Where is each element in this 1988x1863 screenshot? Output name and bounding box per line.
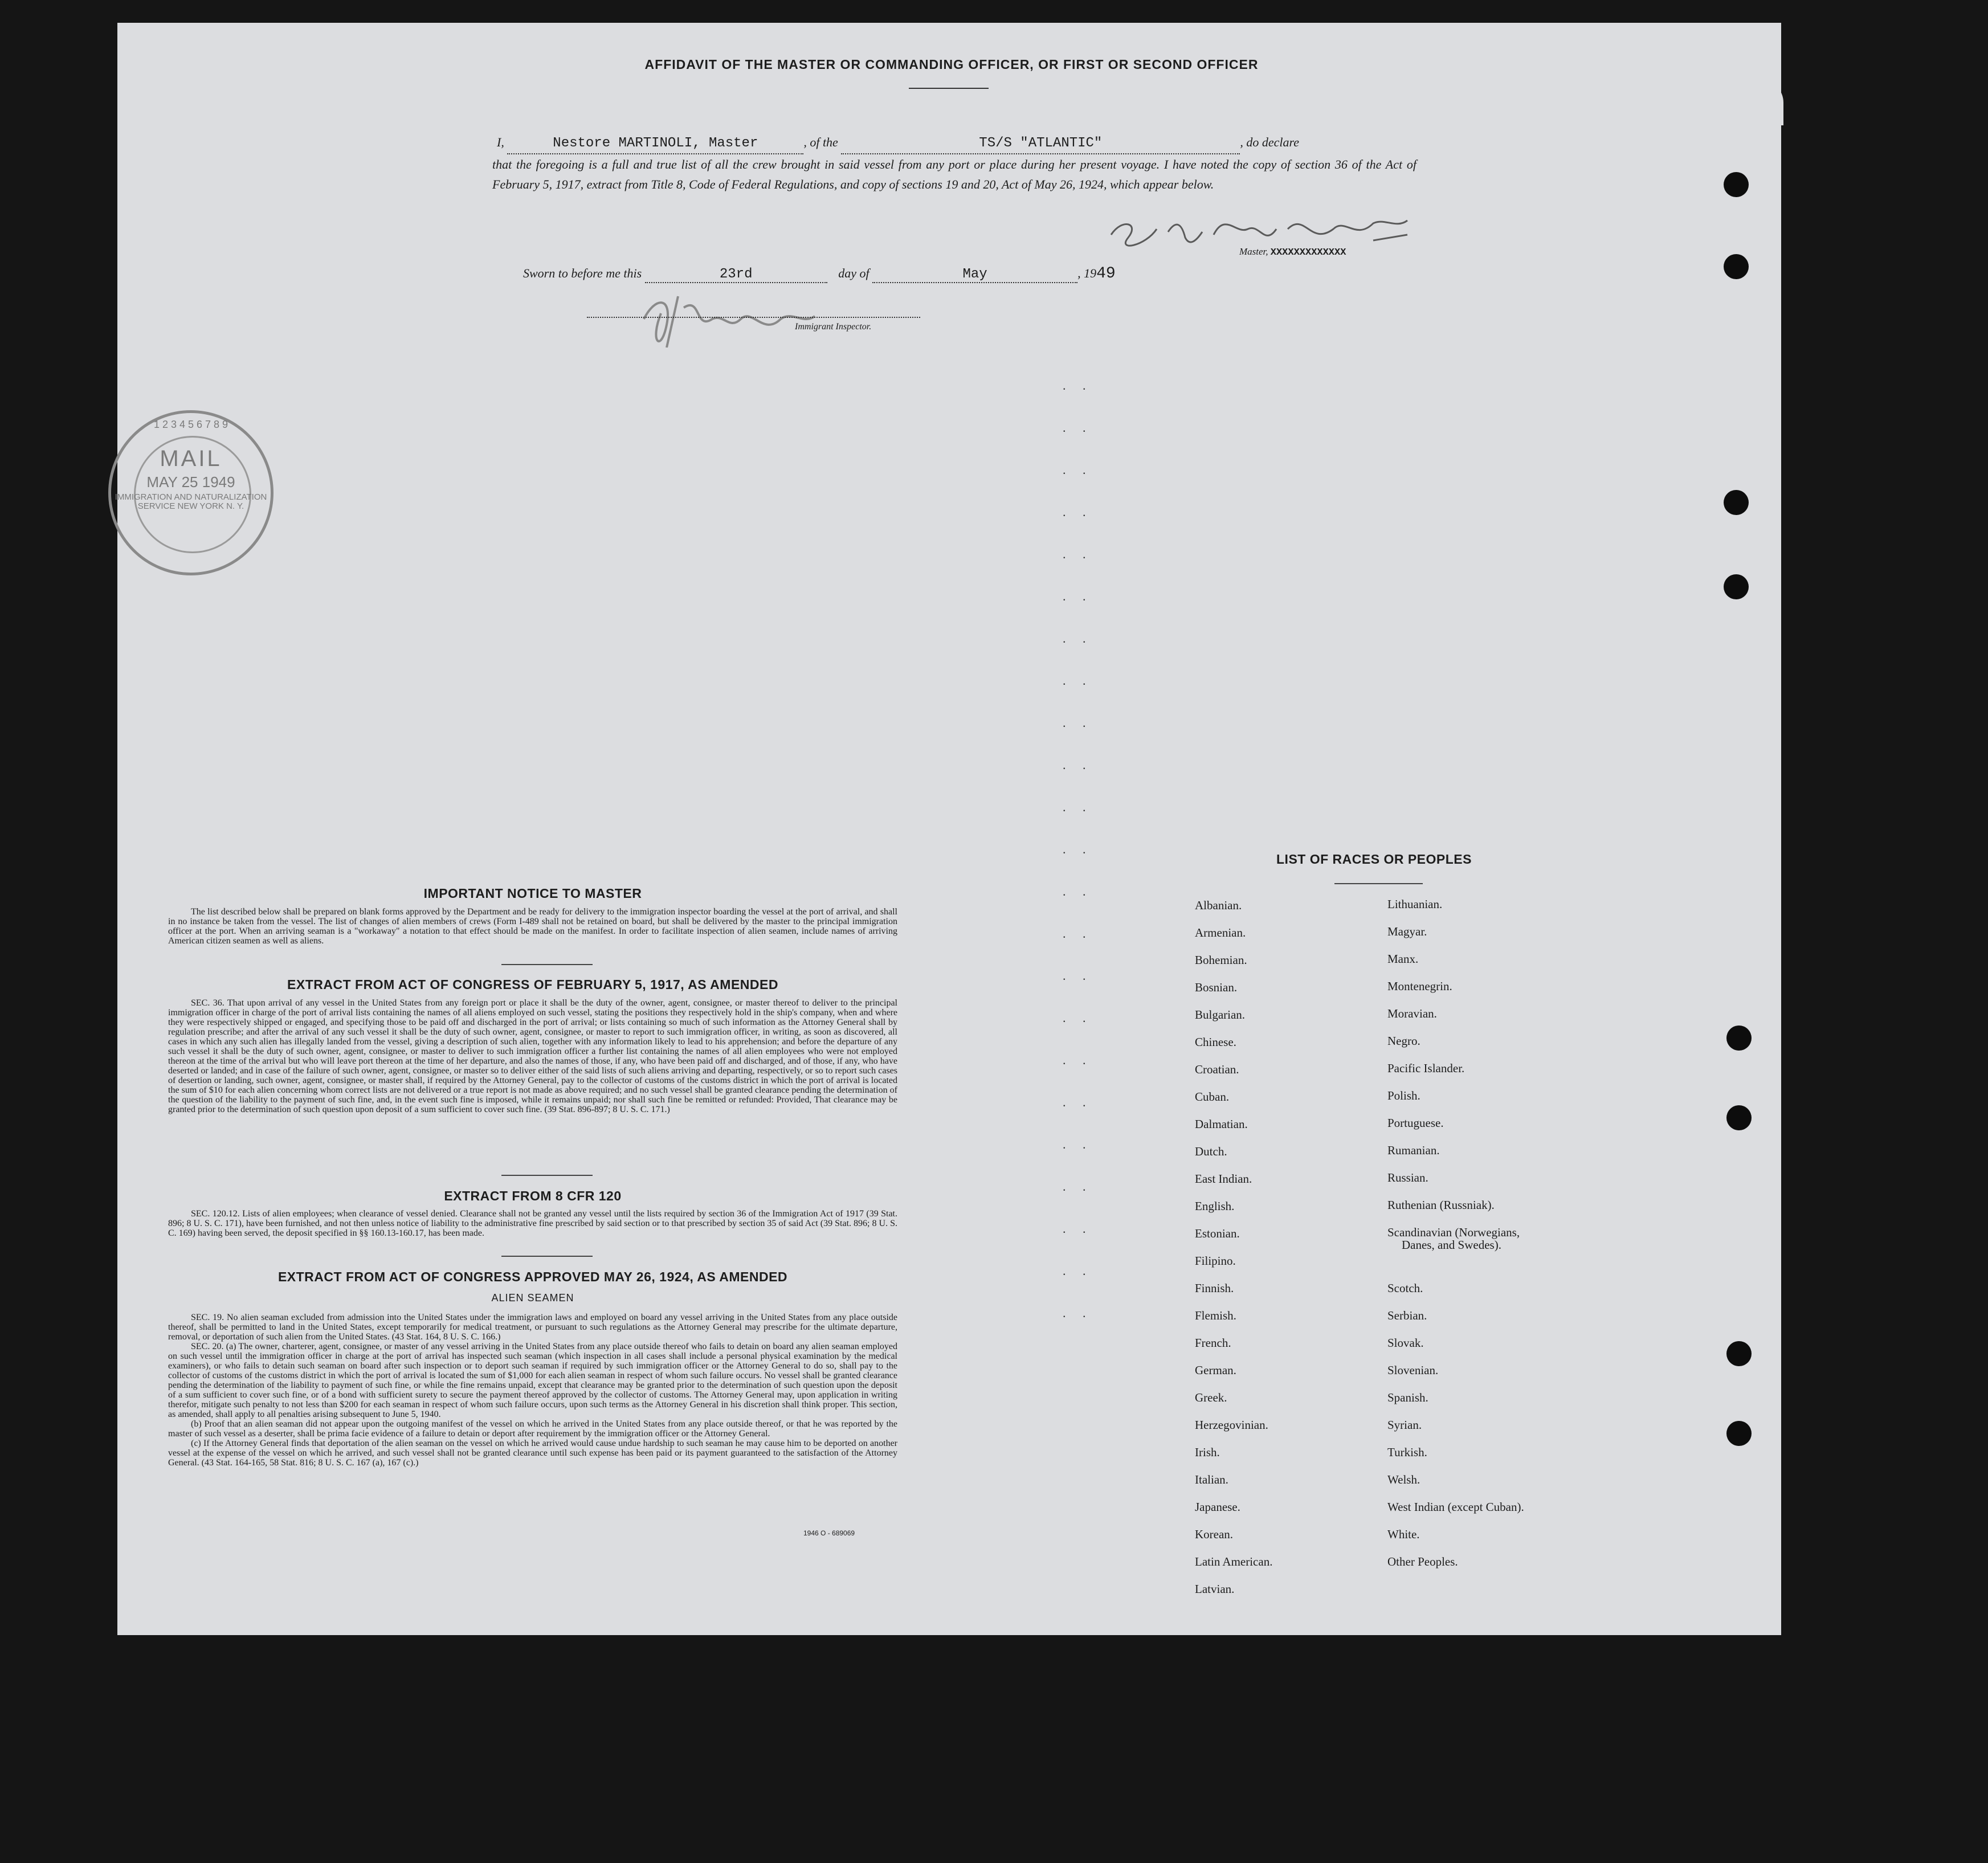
- race-item: Portuguese.: [1387, 1116, 1444, 1130]
- sec-19-text: SEC. 19. No alien seaman excluded from admission into the United States under the immigration laws and employed on board any vessel arriving in the United States from any place outside thereof, shall be permitted to land in the United States, except temporarily for medical treatment, or pursuant to such regulations as the Attorney General may prescribe for the ultimate departure, removal, or deportation of such alien from the United States. (43 Stat. 164, 8 U. S. C. 166.): [168, 1313, 897, 1342]
- year-prefix: , 19: [1077, 266, 1097, 280]
- extract-1924-title: EXTRACT FROM ACT OF CONGRESS APPROVED MAY 26, 1924, AS AMENDED: [277, 1269, 788, 1284]
- race-item: Japanese.: [1195, 1500, 1240, 1514]
- race-item: West Indian (except Cuban).: [1387, 1500, 1524, 1514]
- race-item: Flemish.: [1195, 1309, 1236, 1322]
- binder-hole: [1724, 574, 1749, 599]
- race-item: Spanish.: [1387, 1391, 1428, 1404]
- extract-cfr-text: SEC. 120.12. Lists of alien employees; when clearance of vessel denied. Clearance shall not be granted any vessel until the lists required by section 36 of the Immigration Act of 1917 (39 Stat. 896; 8 U. S. C. 171), have been furnished, and not then unless notice of liability to the administrative fine prescribed by said section or to that prescribed by section 35 of said Act (39 Stat. 896; 8 U. S. C. 169) having been served, the deposit specified in §§ 160.13-160.17, has been made.: [168, 1209, 897, 1238]
- notice-text: The list described below shall be prepared on blank forms approved by the Department and be ready for delivery to the immigration inspector boarding the vessel at the port of arrival, and shall in no instance be taken from the vessel. The list of changes of alien members of crews (Form I-489 shall not be retained on board, but shall be delivered by the master to the principal immigration officer at the port. When an arriving seaman is a "workaway" a notation to that effect should be made on the manifest. In order to facilitate inspection of alien seamen, include names of arriving American citizen seamen as well as aliens.: [168, 907, 897, 946]
- race-item: East Indian.: [1195, 1172, 1252, 1186]
- binder-hole: [1724, 172, 1749, 197]
- extract-1917-title: EXTRACT FROM ACT OF CONGRESS OF FEBRUARY 5, 1917, AS AMENDED: [287, 977, 778, 992]
- race-item: Polish.: [1387, 1089, 1420, 1102]
- race-item: Manx.: [1387, 952, 1419, 966]
- day-of-label: day of: [838, 266, 870, 280]
- race-item: Other Peoples.: [1387, 1555, 1458, 1568]
- race-item: Negro.: [1387, 1034, 1420, 1048]
- race-item: Serbian.: [1387, 1309, 1427, 1322]
- binder-hole: [1726, 1026, 1752, 1051]
- races-title: LIST OF RACES OR PEOPLES: [1276, 852, 1472, 867]
- race-item: Greek.: [1195, 1391, 1227, 1404]
- race-item: Albanian.: [1195, 898, 1242, 912]
- race-item: Slovak.: [1387, 1336, 1424, 1350]
- declaration: [492, 132, 1416, 194]
- affidavit-title: AFFIDAVIT OF THE MASTER OR COMMANDING OFFICER, OR FIRST OR SECOND OFFICER: [644, 57, 1259, 72]
- section-rule: [501, 964, 593, 965]
- binder-hole: [1726, 1421, 1752, 1446]
- race-item: Dalmatian.: [1195, 1117, 1248, 1131]
- race-item: Dutch.: [1195, 1145, 1227, 1158]
- sec-20b-text: (b) Proof that an alien seaman did not appear upon the outgoing manifest of the vessel on which he arrived in the United States from any place outside thereof, or that he was reported by the master of such vessel as a deserter, shall be prima facie evidence of a failure to detain or deport after requirement by the immigration officer or the Attorney General.: [168, 1419, 897, 1439]
- race-item: Herzegovinian.: [1195, 1418, 1268, 1432]
- sworn-month-field[interactable]: May: [872, 267, 1077, 283]
- binder-hole: [1724, 490, 1749, 515]
- race-item: Bosnian.: [1195, 980, 1238, 994]
- extract-1924-text: [168, 1313, 897, 1468]
- race-item: Armenian.: [1195, 926, 1246, 939]
- vessel-field[interactable]: TS/S "ATLANTIC": [841, 133, 1240, 154]
- race-item: German.: [1195, 1363, 1236, 1377]
- inspector-signature-line: [587, 317, 920, 318]
- race-item: Ruthenian (Russniak).: [1387, 1198, 1495, 1212]
- page-corner: [1664, 80, 1783, 125]
- race-item: Slovenian.: [1387, 1363, 1439, 1377]
- race-item: Welsh.: [1387, 1473, 1420, 1486]
- race-item: Filipino.: [1195, 1254, 1236, 1268]
- race-item: Syrian.: [1387, 1418, 1422, 1432]
- binder-hole: [1726, 1341, 1752, 1366]
- declaration-first-line: [492, 132, 1416, 154]
- binder-hole: [1724, 254, 1749, 279]
- extract-1924-subtitle: ALIEN SEAMEN: [491, 1292, 574, 1304]
- race-item: Chinese.: [1195, 1035, 1236, 1049]
- race-item: English.: [1195, 1199, 1235, 1213]
- master-name-field[interactable]: Nestore MARTINOLI, Master: [507, 133, 803, 154]
- race-item: Estonian.: [1195, 1227, 1240, 1240]
- race-item: Latvian.: [1195, 1582, 1235, 1596]
- race-item: Scandinavian (Norwegians,: [1387, 1225, 1520, 1239]
- struck-text: XXXXXXXXXXXXX: [1270, 247, 1346, 258]
- race-item: Pacific Islander.: [1387, 1061, 1465, 1075]
- do-declare-label: , do declare: [1240, 135, 1299, 149]
- race-item: White.: [1387, 1527, 1420, 1541]
- stamp-date: MAY 25 1949: [146, 473, 235, 491]
- inspector-label: Immigrant Inspector.: [795, 322, 872, 332]
- postmark-stamp: [108, 410, 273, 575]
- race-item: Montenegrin.: [1387, 979, 1452, 993]
- race-item: Danes, and Swedes).: [1402, 1238, 1501, 1252]
- race-item: Korean.: [1195, 1527, 1234, 1541]
- binder-hole: [1726, 1105, 1752, 1130]
- year-field[interactable]: 49: [1096, 265, 1116, 283]
- stamp-service: IMMIGRATION AND NATURALIZATION SERVICE NEW YORK N. Y.: [115, 492, 267, 511]
- race-item: Bulgarian.: [1195, 1008, 1246, 1022]
- race-item: Bohemian.: [1195, 953, 1247, 967]
- race-item: Scotch.: [1387, 1281, 1423, 1295]
- race-item: Moravian.: [1387, 1007, 1437, 1020]
- declaration-body: that the foregoing is a full and true list of all the crew brought in said vessel from any port or place during her present voyage. I have noted the copy of section 36 of the Act of February 5, 1917, extract from Title 8, Code of Federal Regulations, and copy of sections 19 and 20, Act of May 26, 1924, which appear below.: [492, 157, 1416, 191]
- race-item: Turkish.: [1387, 1445, 1427, 1459]
- inspector-signature: [632, 285, 838, 348]
- stamp-ring-numbers: 1 2 3 4 5 6 7 8 9: [153, 419, 228, 430]
- race-item: Croatian.: [1195, 1063, 1239, 1076]
- i-label: I,: [497, 135, 504, 149]
- section-rule: [501, 1256, 593, 1257]
- race-item: French.: [1195, 1336, 1231, 1350]
- extract-1917-text: SEC. 36. That upon arrival of any vessel in the United States from any foreign port or place it shall be the duty of the owner, agent, consignee, or master thereof to deliver to the principal immigration officer in charge of the port of arrival lists containing the names of all aliens employed on such vessel, stating the positions they respectively hold in the ship's company, when and where they were respectively shipped or engaged, and specifying those to be paid off and discharged in the port of arrival; or lists containing so much of such information as the Attorney General shall by regulation prescribe; and after the arrival of any such vessel it shall be the duty of such owner, agent, consignee, or master to report to such immigration officer, in writing, as soon as discovered, all cases in which any such alien has illegally landed from the vessel, giving a description of such alien, together with any information likely to lead to his apprehension; and before the departure of any such vessel it shall be the duty of such owner, agent, consignee, or master to deliver to such immigration officer a further list containing the names of all alien employees who were not employed thereon at the time of the arrival but who will leave port thereon at the time of her departure, and also the names of those, if any, who have been paid off and discharged, and of those, if any, who have deserted or landed; and in case of the failure of such owner, agent, consignee, or master so to deliver either of the said lists of such aliens arriving and departing, respectively, or so to report such cases of desertion or landing, such owner, agent, consignee, or master shall, if required by the Attorney General, pay to the collector of customs of the customs district in which the port of arrival is located the sum of $10 for each alien concerning whom correct lists are not delivered or a true report is not made as above required; and no such vessel shall be granted clearance pending the determination of the question of the liability to the payment of such fine, and, in the event such fine is imposed, while it remains unpaid; nor shall such fine be remitted or refunded: Provided, That clearance may be granted prior to the determination of such question upon deposit of a sum sufficient to cover such fine. (39 Stat. 896-897; 8 U. S. C. 171.): [168, 998, 897, 1114]
- print-code: 1946 O - 689069: [803, 1529, 855, 1537]
- master-label: Master, XXXXXXXXXXXXX: [1239, 246, 1346, 258]
- extract-cfr-title: EXTRACT FROM 8 CFR 120: [444, 1188, 622, 1203]
- races-title-rule: [1334, 883, 1423, 884]
- race-item: Lithuanian.: [1387, 897, 1443, 911]
- sec-20c-text: (c) If the Attorney General finds that deportation of the alien seaman on the vessel on which he arrived would cause undue hardship to such seaman he may cause him to be deported on another vessel at the expense of the vessel on which he arrived, and such vessel shall not be granted clearance until such expense has been paid or its payment guaranteed to the satisfaction of the Attorney General. (43 Stat. 164-165, 58 Stat. 816; 8 U. S. C. 167 (a), 167 (c).): [168, 1439, 897, 1468]
- race-item: Rumanian.: [1387, 1143, 1440, 1157]
- sec-20a-text: SEC. 20. (a) The owner, charterer, agent, consignee, or master of any vessel arriving in the United States from any place outside thereof who fails to detain on board any alien seaman employed on such vessel until the immigration officer in charge at the port of arrival has inspected such seaman (which inspection in all cases shall include a personal physical examination by the medical examiners), or who fails to detain such seaman on board after such inspection or to deport such seaman if required by such immigration officer or the Attorney General to do so, shall pay to the collector of customs of the customs district in which the port of arrival is located the sum of $1,000 for each alien seaman in respect of whom such failure occurs. No vessel shall be granted clearance pending the determination of the liability to payment of such fine, or while the fine remains unpaid, except that clearance may be granted prior to the determination of such question upon the deposit of a sum sufficient to cover such fine, or of a bond with sufficient surety to secure the payment thereof approved by the collector of customs. The Attorney General may, upon application in writing therefor, mitigate such penalty to not less than $200 for each seaman in respect of whom such failure occurs, upon such terms as the Attorney General in his discretion shall think proper. This section, as amended, shall apply to all penalties arising subsequent to June 5, 1940.: [168, 1342, 897, 1419]
- race-item: Italian.: [1195, 1473, 1228, 1486]
- title-rule: [909, 88, 989, 89]
- race-item: Latin American.: [1195, 1555, 1273, 1568]
- notice-title: IMPORTANT NOTICE TO MASTER: [423, 886, 642, 901]
- race-item: Irish.: [1195, 1445, 1220, 1459]
- race-item: Cuban.: [1195, 1090, 1230, 1104]
- sworn-day-field[interactable]: 23rd: [645, 267, 827, 283]
- of-the-label: , of the: [803, 135, 838, 149]
- section-rule: [501, 1175, 593, 1176]
- stamp-mail-text: MAIL: [160, 446, 222, 471]
- sworn-line: [523, 265, 1116, 283]
- sworn-label: Sworn to before me this: [523, 266, 642, 280]
- race-item: Finnish.: [1195, 1281, 1234, 1295]
- race-item: Magyar.: [1387, 925, 1427, 938]
- faint-dot-column: . . . . . . . . . . . . . . . . . . . . . . . . . . . . . . . . . . . . . . . . . . . . . .: [1063, 378, 1093, 1320]
- race-item: Russian.: [1387, 1171, 1428, 1184]
